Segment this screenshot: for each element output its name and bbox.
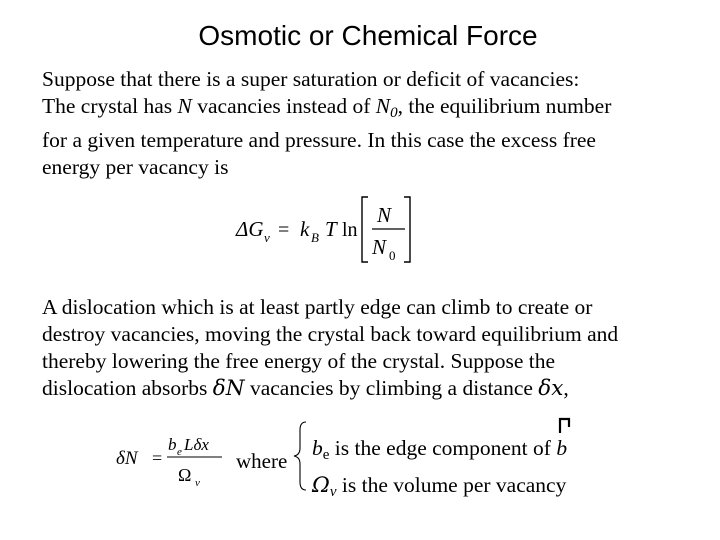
edge-component-definition: [312, 433, 702, 470]
climb-text: vacancies by climbing a distance: [244, 376, 539, 400]
climb-line-1: A dislocation which is at least partly edge can climb to create or: [42, 295, 593, 319]
def-text: is the volume per vacancy: [336, 473, 567, 497]
climb-line-3: thereby lowering the free energy of the crystal. Suppose the: [42, 349, 556, 373]
vacancy-count-symbol: N: [177, 94, 192, 118]
delta-n-lhs: δN: [116, 448, 138, 469]
equals-sign: =: [278, 219, 290, 241]
delta-n-symbol: δN: [212, 376, 245, 401]
intro-text: , the equilibrium number: [397, 94, 612, 118]
climb-line-4: [42, 375, 702, 402]
intro-text: The crystal has: [42, 94, 178, 118]
fraction-denominator: N: [372, 235, 387, 259]
def-subscript-e: e: [322, 447, 330, 463]
def-subscript-v: v: [329, 484, 337, 500]
slide-title: Osmotic or Chemical Force: [198, 20, 538, 51]
definition-brace: [292, 418, 308, 494]
left-bracket: [362, 197, 368, 262]
climb-text: dislocation absorbs: [42, 376, 213, 400]
free-energy-equation: [230, 192, 430, 270]
boltzmann-symbol: k: [300, 217, 310, 241]
def-text: is the edge component of: [329, 436, 557, 460]
intro-line-2: [42, 93, 702, 127]
climb-text: ,: [563, 376, 569, 400]
def-symbol-omega: Ω: [312, 473, 330, 498]
def-symbol-b: b: [312, 436, 323, 460]
delta-g-subscript: v: [264, 230, 270, 245]
volume-subscript: v: [195, 477, 200, 489]
equilibrium-subscript: 0: [390, 105, 398, 121]
intro-line-3: for a given temperature and pressure. In this case the excess free: [42, 128, 596, 152]
intro-line-1: Suppose that there is a super saturation or deficit of vacancies:: [42, 67, 580, 91]
numerator-rest: Lδx: [184, 435, 209, 454]
boltzmann-subscript: B: [311, 230, 319, 245]
where-label: where: [236, 449, 288, 473]
intro-paragraph: [42, 66, 702, 181]
delta-x-symbol: δx: [538, 376, 564, 401]
edge-component-symbol: b: [168, 435, 177, 454]
volume-symbol: Ω: [178, 465, 192, 485]
delta-g-symbol: ΔG: [236, 217, 264, 241]
fraction-numerator: N: [377, 203, 392, 227]
log-operator: ln: [342, 219, 358, 241]
vector-arrow-icon: [557, 415, 571, 435]
burgers-vector-symbol: b: [556, 433, 567, 463]
edge-subscript: e: [177, 446, 182, 458]
equals-sign: =: [152, 448, 163, 468]
volume-definition: [312, 470, 702, 507]
vacancy-climb-equation: [110, 420, 240, 492]
equilibrium-count-symbol: N: [375, 94, 391, 118]
intro-line-4: energy per vacancy is: [42, 155, 229, 179]
temperature-symbol: T: [325, 217, 337, 241]
climb-line-2: destroy vacancies, moving the crystal back toward equilibrium and: [42, 322, 619, 346]
intro-text: vacancies instead of: [191, 94, 376, 118]
climb-paragraph: [42, 294, 702, 402]
definitions-list: [312, 433, 702, 507]
denominator-subscript: 0: [389, 248, 396, 263]
